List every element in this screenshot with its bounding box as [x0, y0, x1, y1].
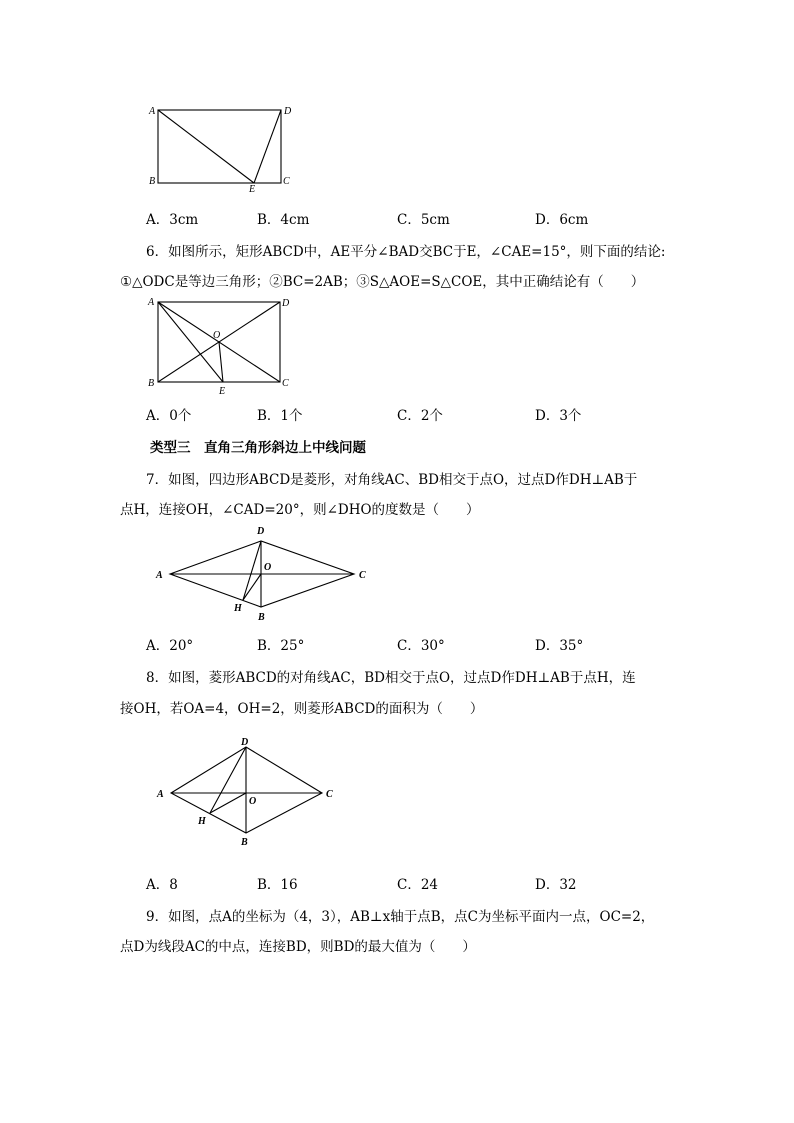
q7-label-d: D [257, 526, 265, 537]
q8-question-line1: 8．如图，菱形ABCD的对角线AC，BD相交于点O，过点D作DH⊥AB于点H，连 [146, 670, 636, 686]
q5-rectangle [158, 110, 281, 183]
q5-figure [140, 100, 310, 195]
q7-question-line2: 点H，连接OH，∠CAD=20°，则∠DHO的度数是（ ） [120, 502, 480, 518]
q6-label-c: C [282, 378, 289, 389]
q8-label-o: O [249, 796, 257, 807]
q5-segment-ae [158, 110, 254, 183]
q8-option-b[interactable]: B．16 [257, 877, 298, 893]
q8-option-a[interactable]: A．8 [146, 877, 178, 893]
q7-option-d[interactable]: D．35° [535, 638, 584, 654]
q7-option-b[interactable]: B．25° [257, 638, 305, 654]
q6-label-o: O [213, 330, 221, 341]
q7-option-c[interactable]: C．30° [397, 638, 445, 654]
q8-option-d[interactable]: D．32 [535, 877, 577, 893]
q5-label-c: C [283, 176, 290, 187]
q7-segment-oh [243, 574, 261, 600]
q6-figure [140, 292, 310, 400]
q7-figure [150, 522, 375, 624]
q7-label-b: B [258, 612, 265, 623]
q6-question-line2: ①△ODC是等边三角形；②BC=2AB；③S△AOE=S△COE，其中正确结论有（ ） [120, 274, 645, 290]
q6-question-line1: 6．如图所示，矩形ABCD中，AE平分∠BAD交BC于E，∠CAE=15°，则下面的结论: [146, 244, 666, 260]
q6-segment-ae [158, 302, 223, 382]
q5-segment-de [254, 110, 281, 183]
q5-option-d[interactable]: D．6cm [535, 212, 589, 228]
q8-label-a: A [157, 789, 164, 800]
q5-label-b: B [149, 176, 156, 187]
section-heading: 类型三 直角三角形斜边上中线问题 [150, 440, 366, 456]
q6-label-b: B [148, 378, 155, 389]
q9-question-line2: 点D为线段AC的中点，连接BD，则BD的最大值为（ ） [120, 939, 476, 955]
q7-segment-dh [243, 541, 261, 600]
q5-label-a: A [149, 106, 156, 117]
q7-option-a[interactable]: A．20° [146, 638, 194, 654]
q7-label-o: O [264, 562, 272, 573]
q8-question-line2: 接OH，若OA=4，OH=2，则菱形ABCD的面积为（ ） [120, 701, 484, 717]
q5-option-a[interactable]: A．3cm [146, 212, 199, 228]
q6-option-b[interactable]: B．1个 [257, 408, 303, 424]
q7-label-a: A [156, 570, 163, 581]
q5-option-b[interactable]: B．4cm [257, 212, 310, 228]
q8-figure [150, 730, 350, 852]
q7-label-c: C [359, 570, 366, 581]
q5-option-c[interactable]: C．5cm [397, 212, 450, 228]
q8-label-b: B [241, 837, 248, 848]
q8-option-c[interactable]: C．24 [397, 877, 439, 893]
q6-label-e: E [219, 386, 226, 397]
q6-option-c[interactable]: C．2个 [397, 408, 443, 424]
q9-question-line1: 9．如图，点A的坐标为（4，3），AB⊥x轴于点B，点C为坐标平面内一点，OC=2， [146, 909, 655, 925]
q8-label-d: D [241, 737, 249, 748]
q5-label-e: E [249, 184, 256, 195]
q5-label-d: D [284, 106, 292, 117]
q6-segment-oe [219, 342, 223, 382]
q7-question-line1: 7．如图，四边形ABCD是菱形，对角线AC、BD相交于点O，过点D作DH⊥AB于 [146, 472, 638, 488]
q8-label-h: H [198, 816, 206, 827]
q6-option-d[interactable]: D．3个 [535, 408, 582, 424]
q6-label-a: A [148, 297, 155, 308]
q7-label-h: H [234, 603, 242, 614]
q6-label-d: D [282, 298, 290, 309]
q8-label-c: C [326, 789, 333, 800]
q6-option-a[interactable]: A．0个 [146, 408, 192, 424]
